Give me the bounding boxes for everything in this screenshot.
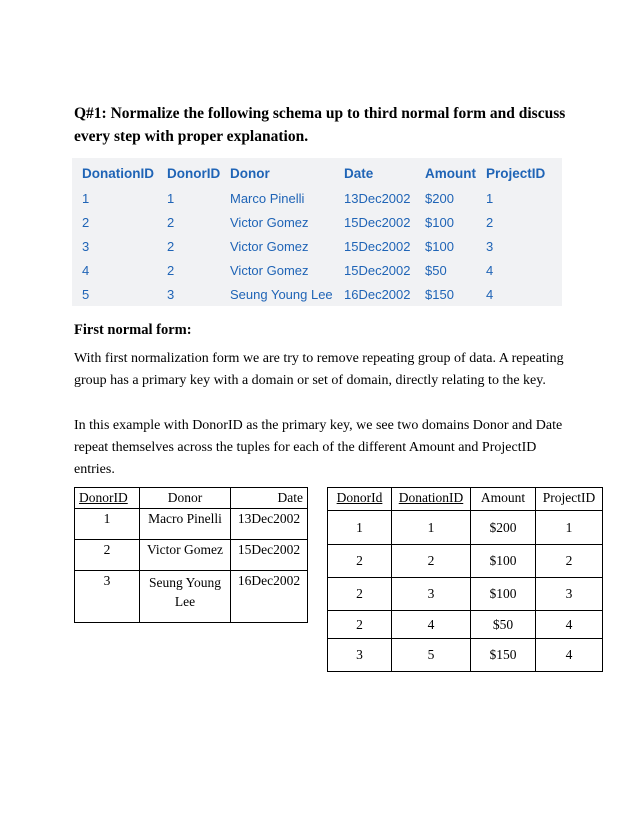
source-table-cell: 2 [167, 215, 175, 230]
donation-cell: 2 [536, 545, 603, 578]
donation-cell: 4 [536, 611, 603, 639]
donation-cell: $200 [471, 511, 536, 545]
donation-cell: 3 [392, 578, 471, 611]
donation-header-donationid: DonationID [392, 488, 471, 511]
source-table-cell: Victor Gomez [230, 263, 309, 278]
donor-table [74, 487, 308, 623]
source-table-cell: 4 [82, 263, 90, 278]
donor-cell: Seung Young Lee [140, 571, 231, 623]
source-table-cell: 4 [486, 263, 494, 278]
donation-cell: $150 [471, 639, 536, 672]
source-table-cell: 13Dec2002 [344, 191, 411, 206]
source-table-cell: $150 [425, 287, 454, 302]
source-header-donor: Donor [230, 166, 270, 181]
donation-cell: 1 [536, 511, 603, 545]
source-table-cell: Victor Gomez [230, 239, 309, 254]
source-table-cell: $100 [425, 215, 454, 230]
paragraph-1nf-example: In this example with DonorID as the primary key, we see two domains Donor and Date repeat themselves across the tuples for each of the different Amount and ProjectID entries. [74, 418, 563, 477]
paragraph-1nf-definition: With first normalization form we are try to remove repeating group of data. A repeating group has a primary key with a domain or set of domain, directly relating to the key. [74, 351, 564, 388]
donor-header-date: Date [231, 488, 308, 509]
source-table-cell: 3 [167, 287, 175, 302]
donation-cell: $100 [471, 545, 536, 578]
donation-cell: 3 [536, 578, 603, 611]
source-table-cell: 2 [167, 263, 175, 278]
source-table-cell: 16Dec2002 [344, 287, 411, 302]
donor-cell: 16Dec2002 [231, 571, 308, 623]
source-header-projectid: ProjectID [486, 166, 546, 181]
donor-header-donor: Donor [140, 488, 231, 509]
donation-cell: 2 [328, 545, 392, 578]
source-table-cell: 5 [82, 287, 90, 302]
donation-cell: $100 [471, 578, 536, 611]
donation-cell: 2 [328, 611, 392, 639]
donation-cell: 4 [392, 611, 471, 639]
donor-cell: 15Dec2002 [231, 540, 308, 571]
source-table-cell: Marco Pinelli [230, 191, 305, 206]
donation-cell: 4 [536, 639, 603, 672]
source-table-cell: 1 [486, 191, 494, 206]
question-text: Q#1: Normalize the following schema up to third normal form and discuss every step with proper explanation. [74, 105, 566, 145]
donation-cell: 5 [392, 639, 471, 672]
source-table-cell: 1 [82, 191, 90, 206]
source-table-cell: $50 [425, 263, 447, 278]
source-header-donorid: DonorID [167, 166, 221, 181]
source-table-cell: 3 [486, 239, 494, 254]
donor-cell: 13Dec2002 [231, 509, 308, 540]
donation-header-donorid: DonorId [328, 488, 392, 511]
source-table-cell: 15Dec2002 [344, 239, 411, 254]
donor-cell: 1 [75, 509, 140, 540]
source-table-cell: 3 [82, 239, 90, 254]
donation-cell: 1 [392, 511, 471, 545]
source-table-cell: 1 [167, 191, 175, 206]
source-table-image [72, 158, 562, 306]
donation-cell: 2 [392, 545, 471, 578]
donor-cell: 2 [75, 540, 140, 571]
donor-cell: Victor Gomez [140, 540, 231, 571]
first-normal-form-heading: First normal form: [74, 322, 192, 338]
source-table-cell: 15Dec2002 [344, 263, 411, 278]
source-header-donationid: DonationID [82, 166, 154, 181]
source-table-cell: Victor Gomez [230, 215, 309, 230]
donor-cell: 3 [75, 571, 140, 623]
donation-cell: 3 [328, 639, 392, 672]
source-table-cell: 2 [486, 215, 494, 230]
donation-cell: 2 [328, 578, 392, 611]
source-header-amount: Amount [425, 166, 476, 181]
donation-table [327, 487, 603, 672]
donation-cell: 1 [328, 511, 392, 545]
donor-cell: Macro Pinelli [140, 509, 231, 540]
donation-header-amount: Amount [471, 488, 536, 511]
donor-header-donorid: DonorID [75, 488, 140, 509]
source-table-cell: 15Dec2002 [344, 215, 411, 230]
donation-header-projectid: ProjectID [536, 488, 603, 511]
source-table-cell: 4 [486, 287, 494, 302]
source-table-cell: 2 [82, 215, 90, 230]
source-table-cell: $100 [425, 239, 454, 254]
source-table-cell: $200 [425, 191, 454, 206]
donation-cell: $50 [471, 611, 536, 639]
source-table-cell: 2 [167, 239, 175, 254]
source-table-cell: Seung Young Lee [230, 287, 333, 302]
source-header-date: Date [344, 166, 374, 181]
